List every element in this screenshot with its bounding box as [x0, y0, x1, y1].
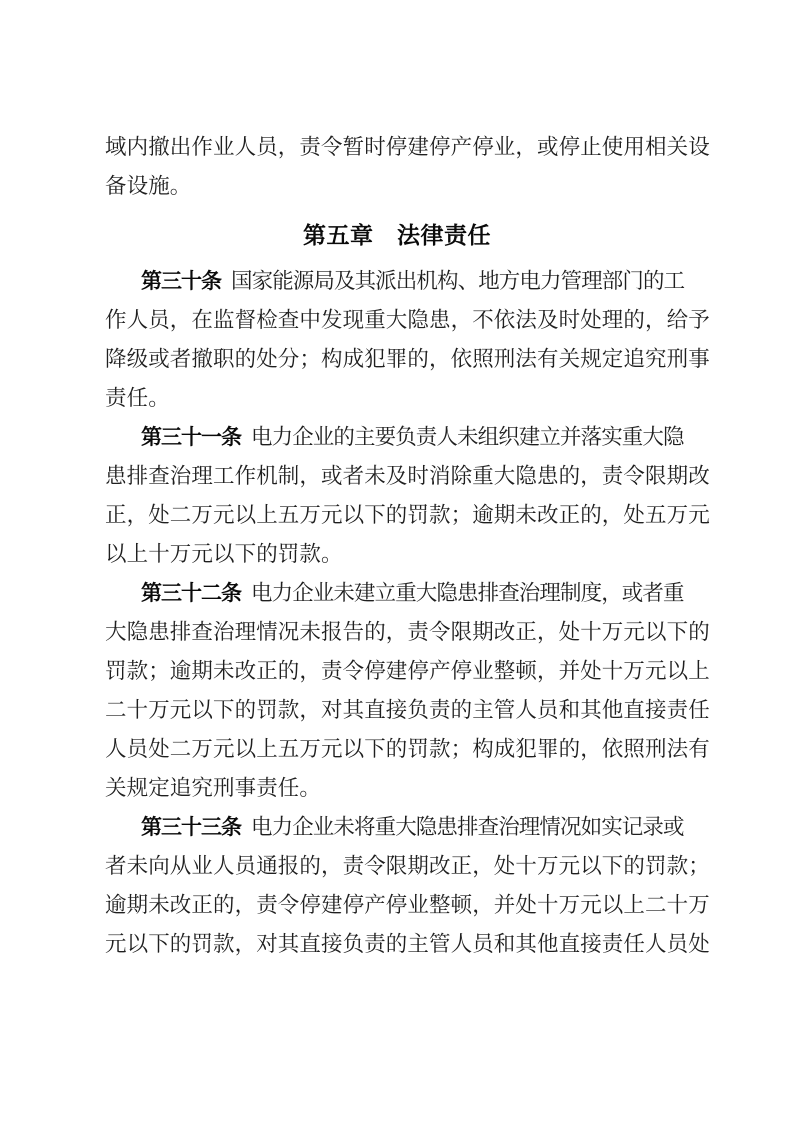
- article-first-line: [105, 808, 689, 847]
- text-line: 责任。: [105, 386, 170, 410]
- continuation-paragraph: [105, 128, 710, 206]
- article-number: 第三十二条: [141, 582, 241, 605]
- chapter-heading: 第五章 法律责任: [303, 222, 491, 248]
- article-31: [105, 418, 710, 574]
- article-number: 第三十条: [141, 270, 221, 293]
- text-line: 罚款；逾期未改正的，责令停建停产停业整顿，并处十万元以上: [105, 659, 710, 683]
- text-line: 备设施。: [105, 174, 192, 198]
- article-line-text: 电力企业的主要负责人未组织建立并落实重大隐: [251, 425, 684, 449]
- text-line: 大隐患排查治理情况未报告的，责令限期改正，处十万元以下的: [105, 620, 710, 644]
- article-line-text: 电力企业未建立重大隐患排查治理制度，或者重: [251, 581, 684, 605]
- text-line: 域内撤出作业人员，责令暂时停建停产停业，或停止使用相关设: [105, 135, 710, 159]
- article-line-text: 国家能源局及其派出机构、地方电力管理部门的工: [231, 269, 685, 293]
- text-line: 降级或者撤职的处分；构成犯罪的，依照刑法有关规定追究刑事: [105, 347, 710, 371]
- text-line: 以上十万元以下的罚款。: [105, 542, 343, 566]
- text-line: 人员处二万元以上五万元以下的罚款；构成犯罪的，依照刑法有: [105, 737, 710, 761]
- article-first-line: [105, 574, 689, 613]
- article-number: 第三十三条: [141, 816, 241, 839]
- article-30: [105, 262, 710, 418]
- text-line: 者未向从业人员通报的，责令限期改正，处十万元以下的罚款；: [105, 854, 710, 878]
- text-line: 元以下的罚款，对其直接负责的主管人员和其他直接责任人员处: [105, 932, 710, 956]
- text-line: 二十万元以下的罚款，对其直接负责的主管人员和其他直接责任: [105, 698, 710, 722]
- article-first-line: [105, 418, 689, 457]
- article-line-text: 电力企业未将重大隐患排查治理情况如实记录或: [251, 815, 684, 839]
- text-line: 患排查治理工作机制，或者未及时消除重大隐患的，责令限期改: [105, 464, 710, 488]
- text-line: 逾期未改正的，责令停建停产停业整顿，并处十万元以上二十万: [105, 893, 710, 917]
- text-line: 作人员，在监督检查中发现重大隐患，不依法及时处理的，给予: [105, 308, 710, 332]
- article-32: [105, 574, 710, 808]
- article-number: 第三十一条: [141, 426, 241, 449]
- text-line: 关规定追究刑事责任。: [105, 776, 322, 800]
- text-line: 正，处二万元以上五万元以下的罚款；逾期未改正的，处五万元: [105, 503, 710, 527]
- article-33: [105, 808, 710, 964]
- article-first-line: [105, 262, 689, 301]
